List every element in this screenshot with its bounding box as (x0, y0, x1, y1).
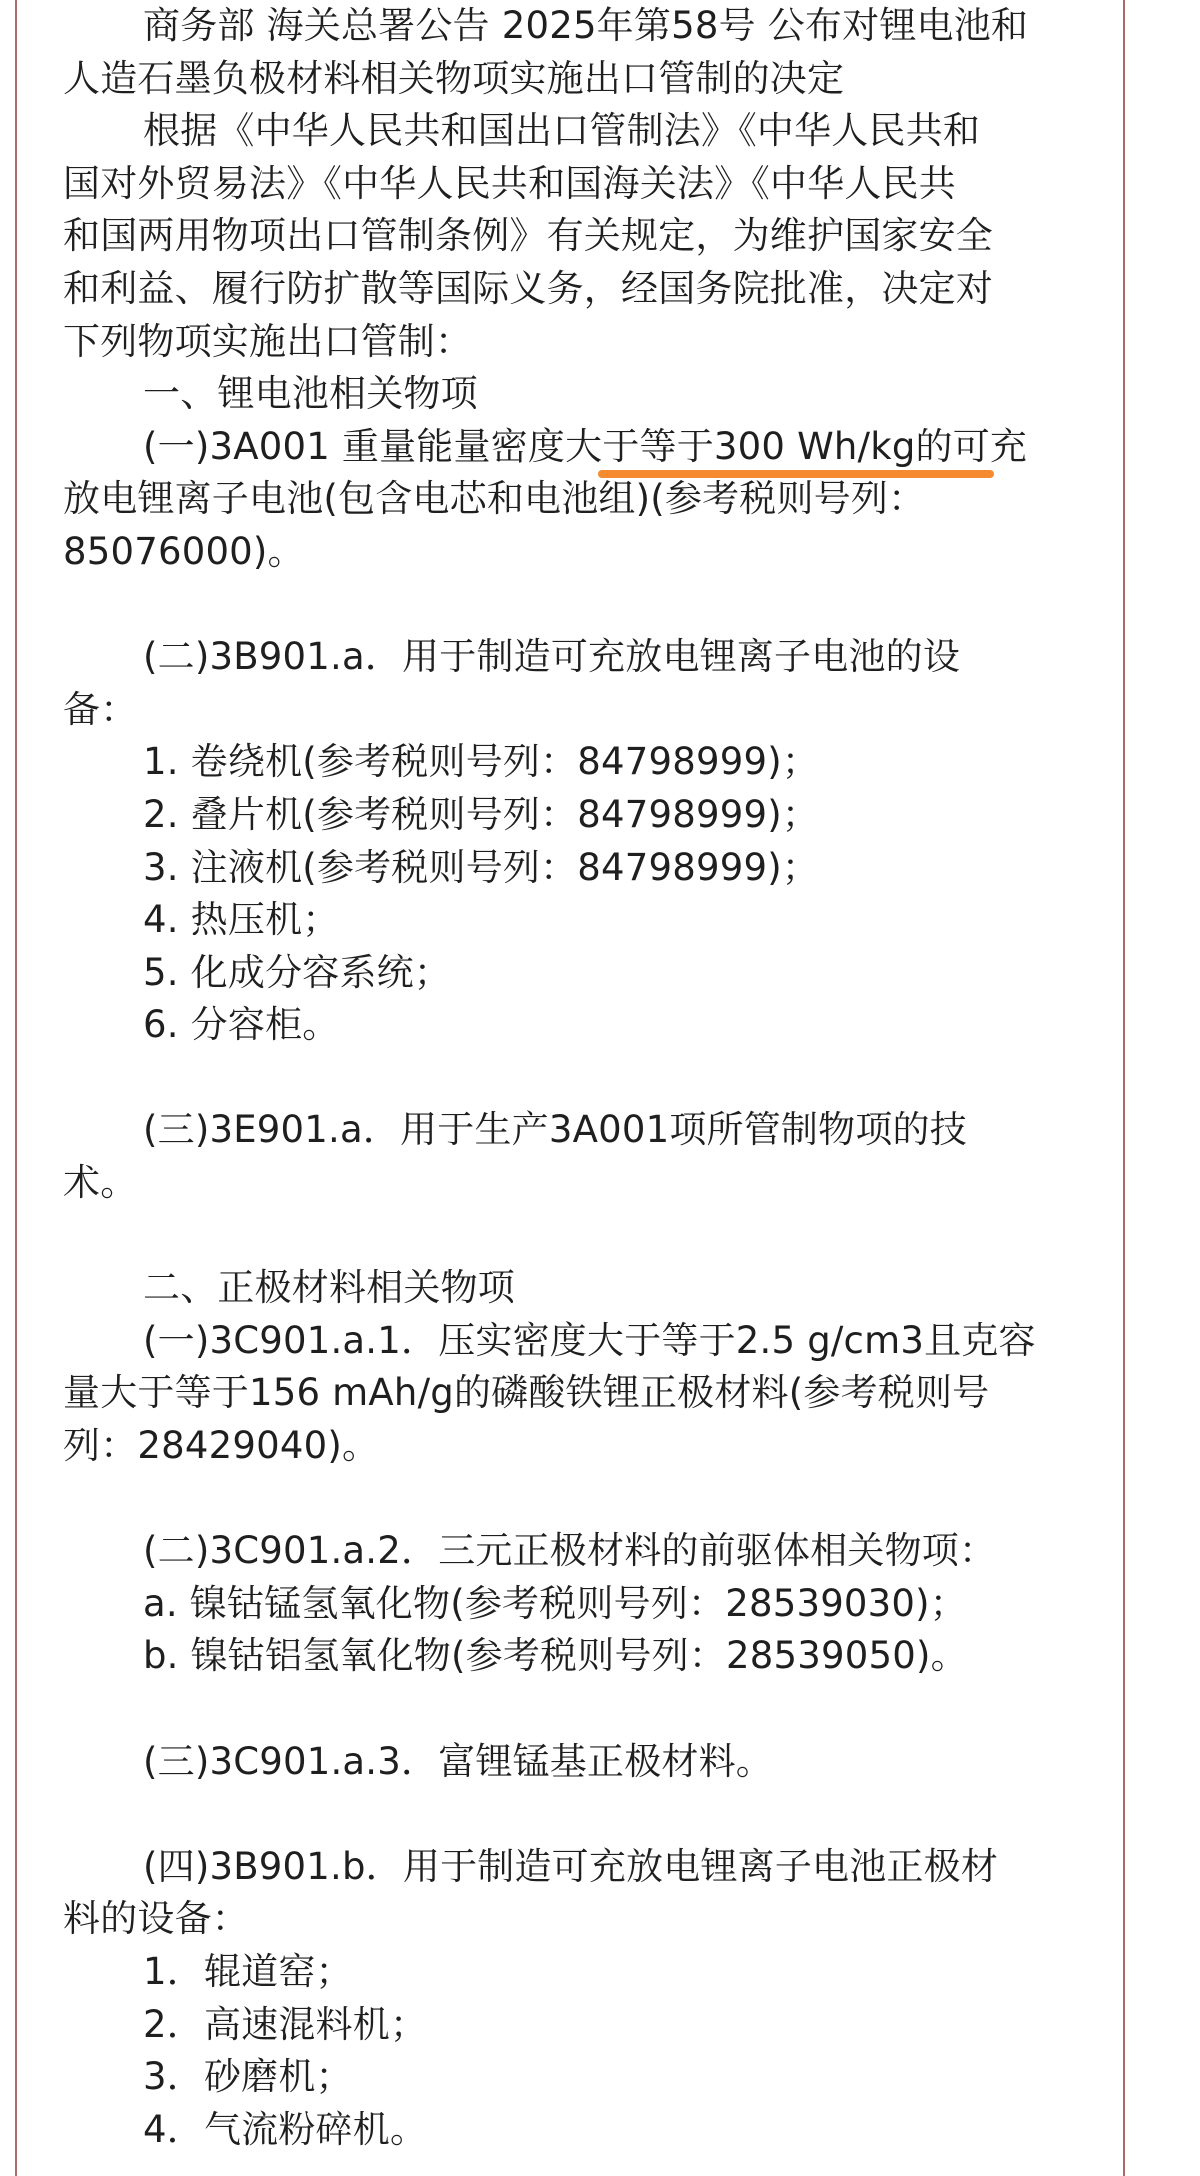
item-line: 放电锂离子电池(包含电芯和电池组)(参考税则号列： (63, 477, 926, 521)
list-item: 2. 叠片机(参考税则号列：84798999)； (143, 792, 820, 836)
item-line: 备： (63, 687, 138, 731)
doc-title-line-1: 商务部 海关总署公告 2025年第58号 公布对锂电池和 (143, 4, 1029, 47)
list-item: 1．辊道窑； (143, 1949, 353, 1993)
blank-line (63, 579, 1063, 632)
list-item: 3．砂磨机； (143, 2055, 353, 2099)
section-heading: 一、锂电池相关物项 (143, 372, 478, 416)
item-line: (四)3B901.b．用于制造可充放电锂离子电池正极材 (143, 1844, 999, 1888)
highlighted-text: 于等于300 Wh/kg的可 (602, 424, 990, 468)
item-text: (一)3A001 重量能量密度大 (143, 424, 603, 468)
highlight-underline-mark (598, 470, 994, 478)
item-line-highlighted (63, 421, 1063, 474)
list-item: 2．高速混料机； (143, 2002, 428, 2046)
list-item: 3. 注液机(参考税则号列：84798999)； (143, 845, 820, 889)
document-body (63, 0, 1063, 2156)
item-line: 术。 (63, 1161, 138, 1205)
list-item: 4．气流粉碎机。 (143, 2107, 428, 2151)
item-line: (二)3C901.a.2．三元正极材料的前驱体相关物项： (143, 1529, 997, 1573)
list-item: 6. 分容柜。 (143, 1003, 340, 1047)
item-line: (二)3B901.a．用于制造可充放电锂离子电池的设 (143, 635, 961, 679)
blank-line (63, 1473, 1063, 1526)
item-text: 充 (989, 424, 1028, 468)
item-line: (三)3C901.a.3．富锂锰基正极材料。 (143, 1739, 774, 1783)
intro-line: 和国两用物项出口管制条例》有关规定，为维护国家安全 (63, 214, 993, 258)
item-line: 量大于等于156 mAh/g的磷酸铁锂正极材料(参考税则号 (63, 1371, 990, 1415)
doc-title-line-2: 人造石墨负极材料相关物项实施出口管制的决定 (63, 56, 845, 100)
list-item: 1. 卷绕机(参考税则号列：84798999)； (143, 740, 820, 784)
intro-line: 和利益、履行防扩散等国际义务，经国务院批准，决定对 (63, 266, 993, 310)
list-item: b. 镍钴铝氢氧化物(参考税则号列：28539050)。 (143, 1634, 968, 1678)
list-item: 5. 化成分容系统； (143, 950, 452, 994)
blank-line (63, 1210, 1063, 1263)
list-item: a. 镍钴锰氢氧化物(参考税则号列：28539030)； (143, 1581, 967, 1625)
intro-line: 下列物项实施出口管制： (63, 319, 473, 363)
blank-line (63, 1788, 1063, 1841)
item-line: (一)3C901.a.1．压实密度大于等于2.5 g/cm3且克容 (143, 1318, 1036, 1362)
blank-line (63, 1052, 1063, 1105)
section-heading: 二、正极材料相关物项 (143, 1266, 515, 1310)
item-line: 料的设备： (63, 1897, 249, 1941)
intro-line: 国对外贸易法》《中华人民共和国海关法》《中华人民共 (63, 161, 956, 205)
blank-line (63, 1683, 1063, 1736)
item-line: (三)3E901.a．用于生产3A001项所管制物项的技 (143, 1108, 967, 1152)
list-item: 4. 热压机； (143, 898, 340, 942)
item-line: 85076000)。 (63, 529, 305, 573)
intro-line: 根据《中华人民共和国出口管制法》《中华人民共和 (143, 109, 981, 153)
item-line: 列：28429040)。 (63, 1424, 380, 1468)
